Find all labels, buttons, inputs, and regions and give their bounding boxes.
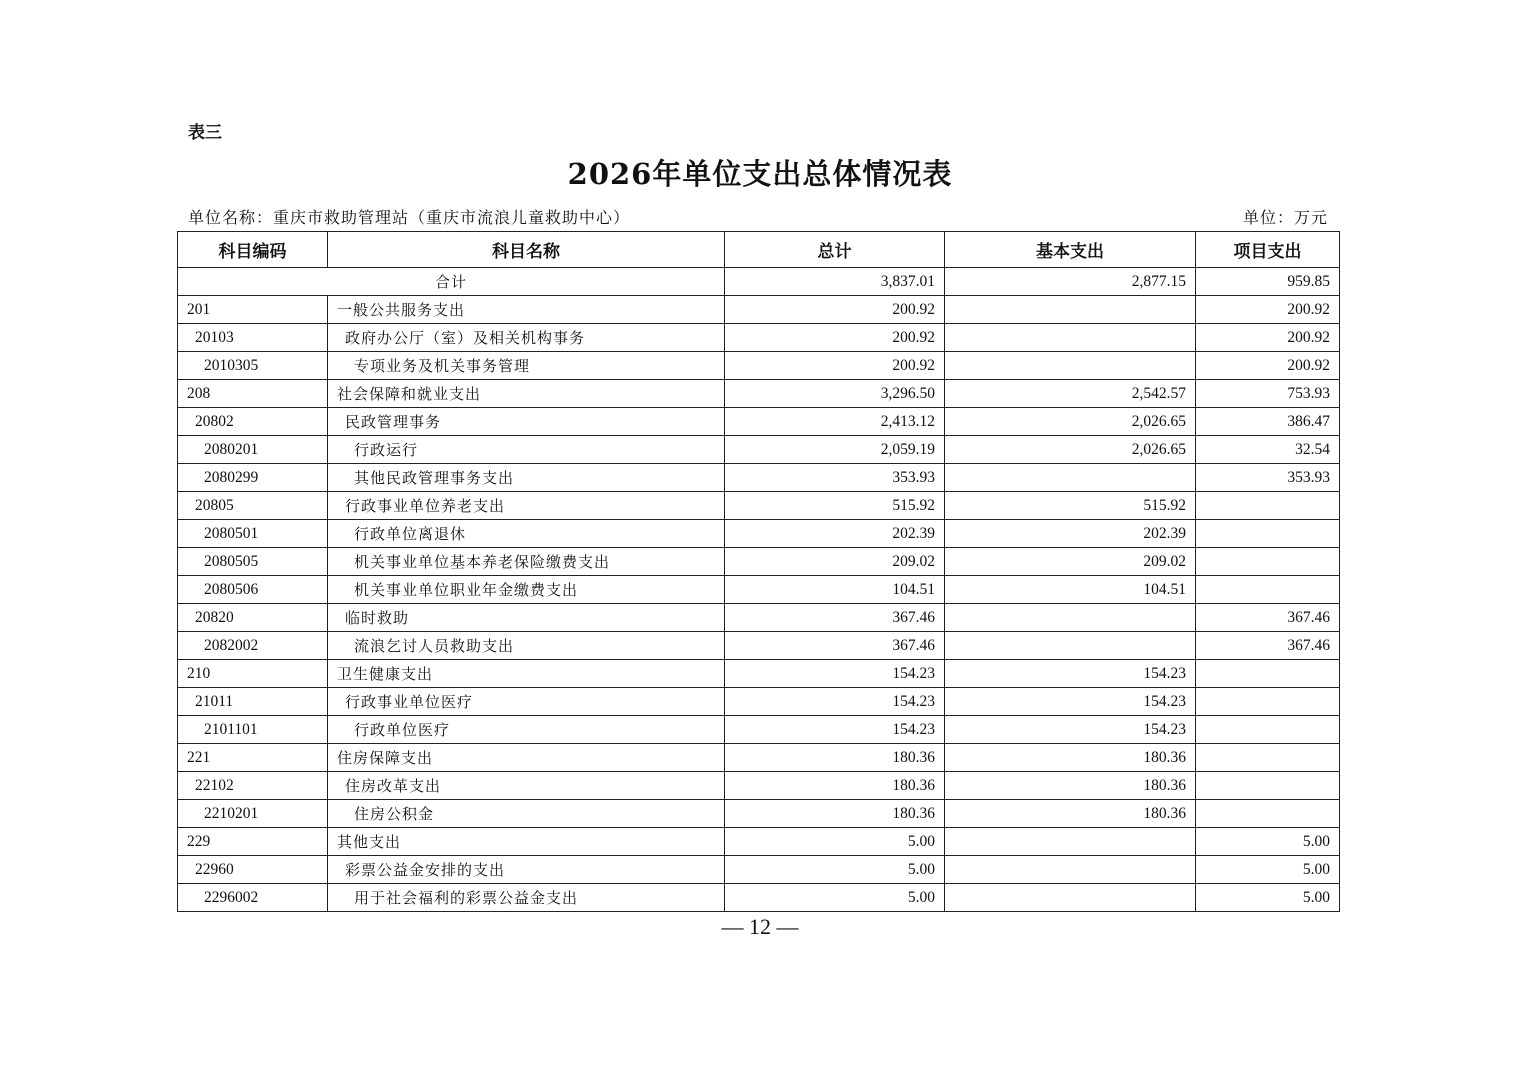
row-total: 180.36 xyxy=(725,800,945,828)
row-code: 2080505 xyxy=(178,548,328,576)
total-row xyxy=(178,268,1340,296)
row-name: 其他民政管理事务支出 xyxy=(328,464,725,492)
row-project: 200.92 xyxy=(1196,352,1340,380)
row-project xyxy=(1196,660,1340,688)
row-code: 2080299 xyxy=(178,464,328,492)
table-row xyxy=(178,492,1340,520)
row-code: 2082002 xyxy=(178,632,328,660)
row-code: 210 xyxy=(178,660,328,688)
total-project: 959.85 xyxy=(1196,268,1340,296)
row-name: 用于社会福利的彩票公益金支出 xyxy=(328,884,725,912)
row-total: 154.23 xyxy=(725,660,945,688)
row-project xyxy=(1196,576,1340,604)
table-row xyxy=(178,688,1340,716)
row-total: 200.92 xyxy=(725,324,945,352)
row-basic: 154.23 xyxy=(945,688,1196,716)
row-project xyxy=(1196,492,1340,520)
row-basic: 154.23 xyxy=(945,660,1196,688)
row-name: 住房公积金 xyxy=(328,800,725,828)
row-basic xyxy=(945,828,1196,856)
row-code: 2210201 xyxy=(178,800,328,828)
row-code: 2010305 xyxy=(178,352,328,380)
row-code: 2080506 xyxy=(178,576,328,604)
row-project: 5.00 xyxy=(1196,828,1340,856)
row-total: 3,296.50 xyxy=(725,380,945,408)
row-basic: 180.36 xyxy=(945,800,1196,828)
row-code: 20802 xyxy=(178,408,328,436)
row-basic xyxy=(945,632,1196,660)
table-row xyxy=(178,296,1340,324)
table-row xyxy=(178,380,1340,408)
row-total: 2,413.12 xyxy=(725,408,945,436)
row-total: 515.92 xyxy=(725,492,945,520)
row-project: 32.54 xyxy=(1196,436,1340,464)
row-total: 200.92 xyxy=(725,352,945,380)
row-code: 20103 xyxy=(178,324,328,352)
row-code: 22960 xyxy=(178,856,328,884)
row-total: 202.39 xyxy=(725,520,945,548)
row-basic xyxy=(945,884,1196,912)
header-name: 科目名称 xyxy=(328,232,725,268)
row-project xyxy=(1196,548,1340,576)
table-row xyxy=(178,632,1340,660)
table-row xyxy=(178,352,1340,380)
table-row xyxy=(178,884,1340,912)
row-total: 2,059.19 xyxy=(725,436,945,464)
table-row xyxy=(178,604,1340,632)
page-title: 2026年单位支出总体情况表 xyxy=(567,157,953,191)
row-project xyxy=(1196,716,1340,744)
row-basic xyxy=(945,352,1196,380)
table-row xyxy=(178,520,1340,548)
row-name: 彩票公益金安排的支出 xyxy=(328,856,725,884)
row-total: 5.00 xyxy=(725,884,945,912)
table-row xyxy=(178,828,1340,856)
row-total: 367.46 xyxy=(725,604,945,632)
table-row xyxy=(178,548,1340,576)
row-total: 200.92 xyxy=(725,296,945,324)
row-total: 367.46 xyxy=(725,632,945,660)
row-project xyxy=(1196,744,1340,772)
header-project: 项目支出 xyxy=(1196,232,1340,268)
row-code: 201 xyxy=(178,296,328,324)
row-name: 住房保障支出 xyxy=(328,744,725,772)
row-total: 209.02 xyxy=(725,548,945,576)
table-row xyxy=(178,744,1340,772)
table-row xyxy=(178,716,1340,744)
row-project xyxy=(1196,688,1340,716)
row-name: 民政管理事务 xyxy=(328,408,725,436)
row-code: 22102 xyxy=(178,772,328,800)
row-basic: 2,026.65 xyxy=(945,408,1196,436)
row-code: 20805 xyxy=(178,492,328,520)
row-code: 208 xyxy=(178,380,328,408)
row-basic: 104.51 xyxy=(945,576,1196,604)
row-name: 社会保障和就业支出 xyxy=(328,380,725,408)
row-total: 154.23 xyxy=(725,716,945,744)
row-basic xyxy=(945,856,1196,884)
row-project xyxy=(1196,772,1340,800)
row-total: 104.51 xyxy=(725,576,945,604)
row-basic xyxy=(945,604,1196,632)
row-code: 221 xyxy=(178,744,328,772)
table-row xyxy=(178,408,1340,436)
row-total: 154.23 xyxy=(725,688,945,716)
row-code: 2296002 xyxy=(178,884,328,912)
row-total: 5.00 xyxy=(725,828,945,856)
unit-name: 单位名称：重庆市救助管理站（重庆市流浪儿童救助中心） xyxy=(188,208,631,227)
header-basic: 基本支出 xyxy=(945,232,1196,268)
row-basic: 202.39 xyxy=(945,520,1196,548)
row-name: 临时救助 xyxy=(328,604,725,632)
row-name: 行政单位离退休 xyxy=(328,520,725,548)
row-name: 卫生健康支出 xyxy=(328,660,725,688)
row-project: 200.92 xyxy=(1196,324,1340,352)
row-basic: 180.36 xyxy=(945,772,1196,800)
row-name: 行政单位医疗 xyxy=(328,716,725,744)
table-row xyxy=(178,576,1340,604)
row-total: 180.36 xyxy=(725,744,945,772)
row-name: 行政事业单位医疗 xyxy=(328,688,725,716)
row-basic: 2,026.65 xyxy=(945,436,1196,464)
row-basic: 154.23 xyxy=(945,716,1196,744)
row-basic: 2,542.57 xyxy=(945,380,1196,408)
row-code: 2080501 xyxy=(178,520,328,548)
row-name: 一般公共服务支出 xyxy=(328,296,725,324)
row-name: 政府办公厅（室）及相关机构事务 xyxy=(328,324,725,352)
table-row xyxy=(178,856,1340,884)
row-project: 386.47 xyxy=(1196,408,1340,436)
row-total: 353.93 xyxy=(725,464,945,492)
table-row xyxy=(178,324,1340,352)
row-code: 229 xyxy=(178,828,328,856)
row-project: 5.00 xyxy=(1196,884,1340,912)
row-name: 其他支出 xyxy=(328,828,725,856)
expenditure-table xyxy=(177,231,1340,912)
row-basic: 180.36 xyxy=(945,744,1196,772)
row-name: 住房改革支出 xyxy=(328,772,725,800)
row-code: 2101101 xyxy=(178,716,328,744)
table-row xyxy=(178,464,1340,492)
row-project xyxy=(1196,520,1340,548)
row-total: 180.36 xyxy=(725,772,945,800)
header-code: 科目编码 xyxy=(178,232,328,268)
row-project: 367.46 xyxy=(1196,632,1340,660)
row-code: 21011 xyxy=(178,688,328,716)
table-row xyxy=(178,800,1340,828)
total-total: 3,837.01 xyxy=(725,268,945,296)
table-row xyxy=(178,436,1340,464)
row-name: 机关事业单位基本养老保险缴费支出 xyxy=(328,548,725,576)
total-basic: 2,877.15 xyxy=(945,268,1196,296)
page-number: — 12 — xyxy=(721,914,799,939)
row-code: 2080201 xyxy=(178,436,328,464)
row-basic: 515.92 xyxy=(945,492,1196,520)
row-basic xyxy=(945,324,1196,352)
row-basic xyxy=(945,464,1196,492)
unit-label: 单位：万元 xyxy=(1242,208,1328,227)
row-name: 专项业务及机关事务管理 xyxy=(328,352,725,380)
row-project xyxy=(1196,800,1340,828)
row-total: 5.00 xyxy=(725,856,945,884)
row-name: 行政运行 xyxy=(328,436,725,464)
row-project: 753.93 xyxy=(1196,380,1340,408)
row-name: 行政事业单位养老支出 xyxy=(328,492,725,520)
row-name: 机关事业单位职业年金缴费支出 xyxy=(328,576,725,604)
row-code: 20820 xyxy=(178,604,328,632)
table-header-row xyxy=(178,232,1340,268)
row-project: 353.93 xyxy=(1196,464,1340,492)
row-project: 367.46 xyxy=(1196,604,1340,632)
row-project: 200.92 xyxy=(1196,296,1340,324)
row-basic: 209.02 xyxy=(945,548,1196,576)
header-total: 总计 xyxy=(725,232,945,268)
total-label: 合计 xyxy=(178,268,725,296)
row-basic xyxy=(945,296,1196,324)
table-row xyxy=(178,772,1340,800)
row-project: 5.00 xyxy=(1196,856,1340,884)
row-name: 流浪乞讨人员救助支出 xyxy=(328,632,725,660)
table-label: 表三 xyxy=(188,123,222,143)
table-row xyxy=(178,660,1340,688)
